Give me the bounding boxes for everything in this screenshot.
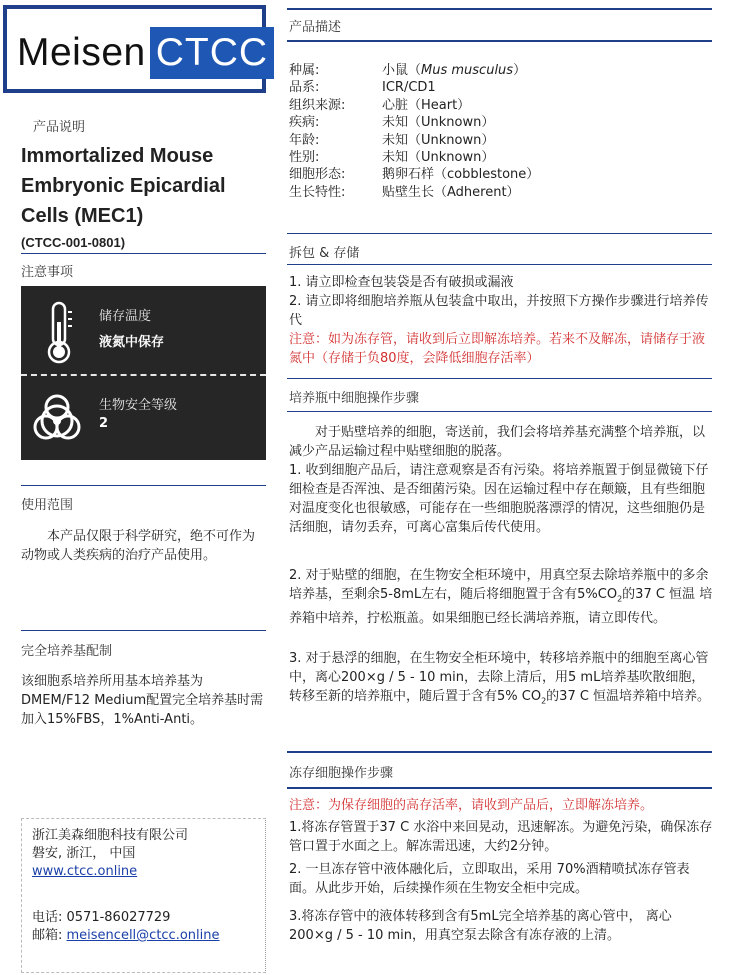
medium-text: 该细胞系培养所用基本培养基为DMEM/F12 Medium配置完全培养基时需加入15%FBS，1%Anti-Anti。: [21, 674, 264, 727]
unpack-title: 拆包 & 存储: [289, 246, 360, 261]
frozen-step-3: 3.将冻存管中的液体转移到含有5mL完全培养基的离心管中， 离心200×g / 5 - 10 min，用真空泵去除含有冻存液的上清。: [289, 909, 672, 943]
notes-title: 注意事项: [21, 265, 74, 280]
frozen-note: 注意：为保存细胞的高存活率，请收到产品后，立即解冻培养。: [289, 798, 654, 813]
desc-row: 生长特性: 贴壁生长（Adherent）: [289, 184, 520, 200]
desc-row: 品系: ICR/CD1: [289, 80, 436, 96]
desc-row: 细胞形态: 鹅卵石样（cobblestone）: [289, 167, 540, 183]
desc-row: 疾病: 未知（Unknown）: [289, 115, 495, 131]
email-label: 邮箱:: [32, 928, 67, 943]
frozen-step-1: 1.将冻存管置于37 C 水浴中来回晃动，迅速解冻。为避免污染，确保冻存管口置于水面之上。解冻需迅速，大约2分钟。: [289, 820, 713, 854]
divider: [287, 233, 712, 234]
flask-step-2: 2. 对于贴壁的细胞，在生物安全柜环境中，用真空泵去除培养瓶中的多余培养基，至剩余5-8mL左右，随后将细胞置于含有$5\%CO_2$的37 C 恒温 培养箱中培养，拧松瓶盖。如果细胞已经长满培养瓶，请立即传代。: [289, 568, 713, 626]
logo-meisen-text: Meisen: [17, 31, 146, 74]
divider: [287, 264, 712, 265]
divider: [21, 485, 266, 486]
desc-row: 年龄: 未知（Unknown）: [289, 132, 495, 148]
bio-level-value: 2: [99, 416, 109, 431]
email-link[interactable]: meisencell@ctcc.online: [66, 928, 220, 943]
usage-title: 使用范围: [21, 498, 74, 513]
desc-title: 产品描述: [289, 20, 342, 35]
storage-temp-label: 储存温度: [99, 309, 152, 324]
website-link[interactable]: www.ctcc.online: [32, 864, 138, 879]
divider: [21, 630, 266, 631]
company-address: 磐安, 浙江， 中国: [32, 846, 136, 861]
bio-level-label: 生物安全等级: [99, 398, 178, 413]
unpack-step-1: 1. 请立即检查包装袋是否有破损或漏液: [289, 275, 514, 290]
thermometer-icon: [41, 300, 77, 366]
divider: [287, 8, 712, 10]
divider: [287, 787, 712, 789]
frozen-title: 冻存细胞操作步骤: [289, 766, 394, 781]
desc-row: 组织来源: 心脏（Heart）: [289, 97, 471, 113]
desc-row: 种属: 小鼠（Mus musculus）: [289, 63, 527, 78]
company-info: [21, 818, 266, 973]
biohazard-icon: [27, 390, 87, 450]
divider: [287, 751, 712, 753]
flask-step-1: 1. 收到细胞产品后，请注意观察是否有污染。将培养瓶置于倒显微镜下仔细检查是否浑浊、是否细菌污染。因在运输过程中存在颠簸，且有些细胞对温度变化也很敏感，可能存在一些细胞脱落漂浮的情况，这些细胞仍是活细胞，请勿丢弃，可离心富集后传代使用。: [289, 463, 709, 535]
desc-row: 性别: 未知（Unknown）: [289, 150, 495, 166]
unpack-step-2: 2. 请立即将细胞培养瓶从包装盒中取出，并按照下方操作步骤进行培养传代: [289, 294, 709, 328]
unpack-note: 注意：如为冻存管，请收到后立即解冻培养。若来不及解冻，请储存于液氮中（存储于负80度，会降低细胞存活率）: [289, 332, 706, 366]
product-code: (CTCC-001-0801): [21, 235, 126, 250]
title-line-1: Immortalized Mouse: [21, 145, 214, 167]
desc-table: [289, 62, 539, 201]
company-name: 浙江美森细胞科技有限公司: [32, 828, 189, 843]
medium-title: 完全培养基配制: [21, 644, 113, 659]
frozen-step-2: 2. 一旦冻存管中液体融化后，立即取出，采用 70%酒精喷拭冻存管表面。从此步开始，后续操作须在生物安全柜中完成。: [289, 862, 690, 896]
flask-intro: 对于贴壁培养的细胞，寄送前，我们会将培养基充满整个培养瓶，以减少产品运输过程中贴壁细胞的脱落。: [289, 425, 706, 459]
product-title: [21, 141, 266, 250]
divider: [21, 253, 266, 254]
divider: [287, 40, 712, 42]
flask-step-3: 3. 对于悬浮的细胞，在生物安全柜环境中，转移培养瓶中的细胞至离心管中，离心200×g / 5 - 10 min，去除上清后，用5 mL培养基吹散细胞，转移至新的培养瓶中，随后置于含有5% $CO_2$的37 C 恒温培养箱中培养。: [289, 651, 711, 706]
storage-temp-value: 液氮中保存: [99, 335, 165, 350]
divider: [287, 378, 712, 379]
title-line-3: Cells (MEC1): [21, 205, 144, 227]
storage-divider: [21, 374, 266, 376]
title-line-2: Embryonic Epicardial: [21, 175, 226, 197]
product-label: 产品说明: [33, 120, 86, 135]
logo-ctcc-text: CTCC: [150, 27, 274, 79]
usage-text: 本产品仅限于科学研究，绝不可作为动物或人类疾病的治疗产品使用。: [21, 529, 256, 563]
company-phone: 电话: 0571-86027729: [32, 910, 171, 925]
logo: [3, 5, 269, 93]
divider: [287, 411, 712, 412]
storage-panel: [21, 286, 266, 460]
flask-title: 培养瓶中细胞操作步骤: [289, 391, 420, 406]
